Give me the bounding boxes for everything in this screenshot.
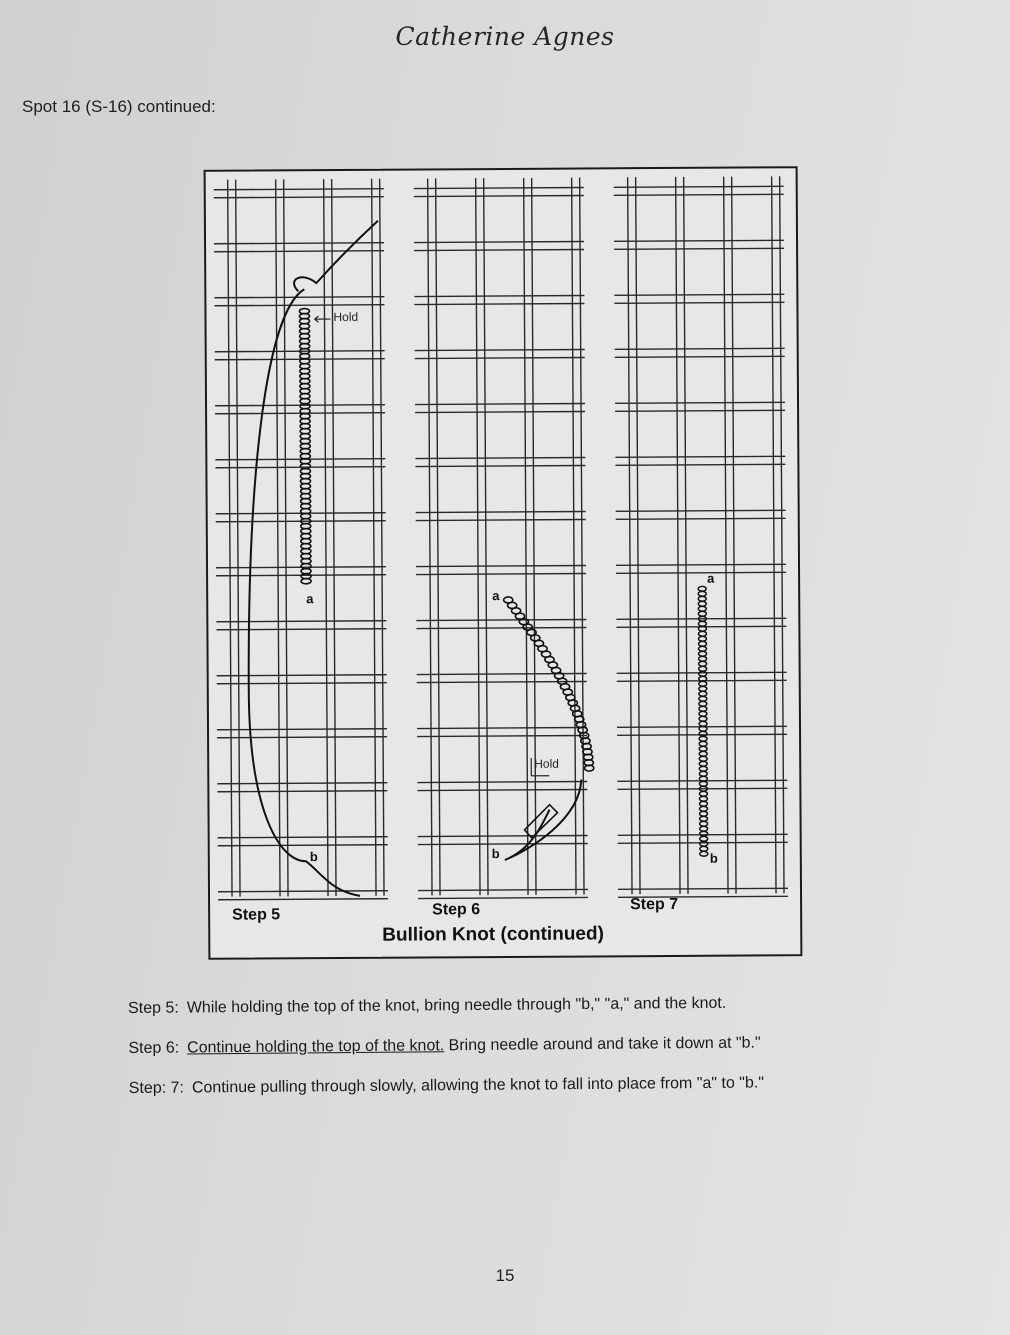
step-6-hold-label: Hold [534,756,559,771]
step-6-instruction: Step 6: Continue holding the top of the knot. Bring needle around and take it down at "b." [128,1034,761,1057]
step-6-point-b: b [491,846,500,862]
step-7-instruction: Step: 7: Continue pulling through slowly, allowing the knot to fall into place from "a" to "b." [128,1074,765,1097]
step-5-instruction: Step 5: While holding the top of the knot, bring needle through "b," "a," and the knot. [128,994,727,1017]
step-5-label: Step 5 [232,906,281,924]
step-7-point-a: a [707,570,715,586]
section-heading: Spot 16 (S-16) continued: [22,97,216,116]
step-6-label: Step 6 [432,901,481,919]
instructions [128,993,949,1120]
step-7-label: Step 7 [630,895,679,914]
step-5-point-b: b [309,849,318,865]
step-6-point-a: a [492,588,500,604]
header-title: Catherine Agnes [395,22,615,51]
step-5-hold-label: Hold [333,309,359,325]
bullion-knot-figure [204,166,803,960]
step-5-point-a: a [306,591,314,607]
figure-caption: Bullion Knot (continued) [382,923,604,946]
step-7-point-b: b [709,850,718,866]
page-number: 15 [495,1266,515,1285]
